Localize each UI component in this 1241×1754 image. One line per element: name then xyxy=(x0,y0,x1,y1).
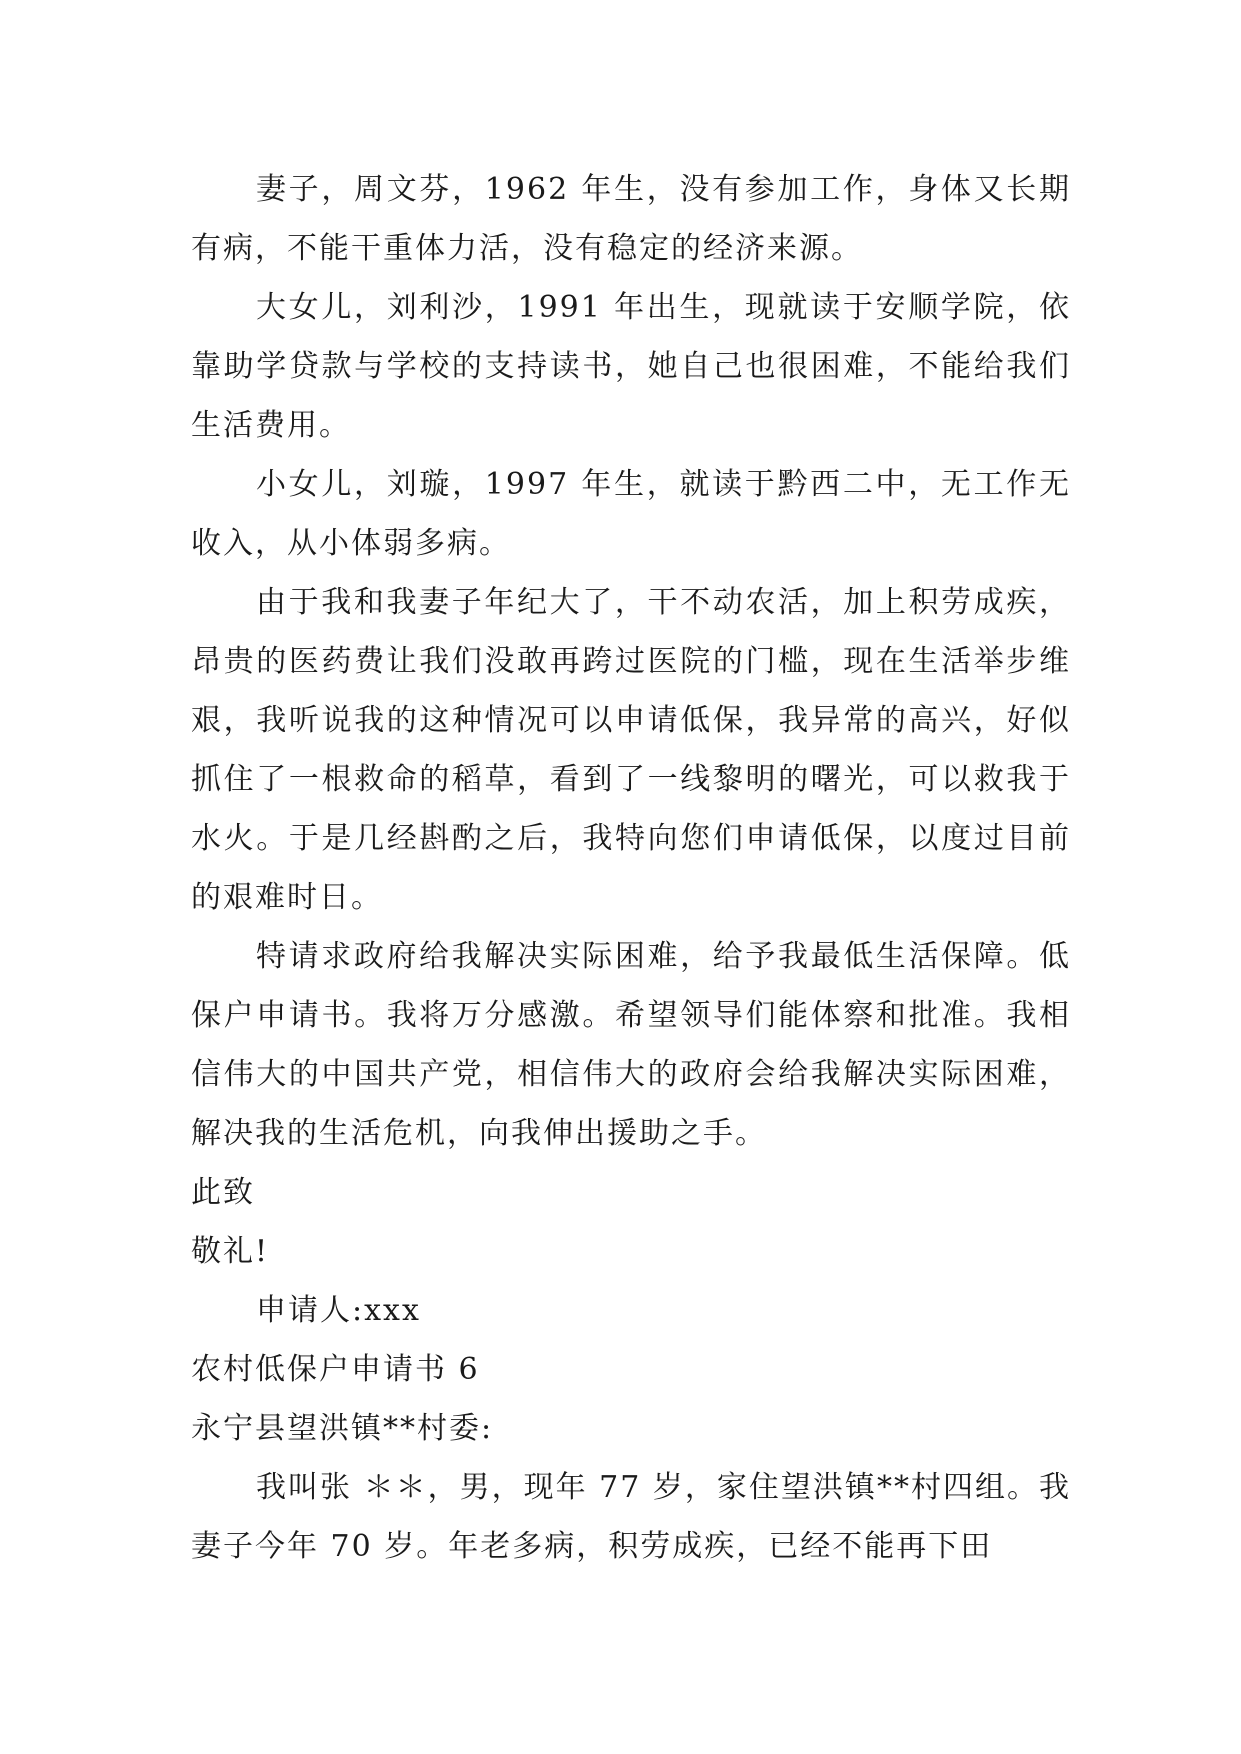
paragraph-wife: 妻子，周文芬，1962 年生，没有参加工作，身体又长期有病，不能干重体力活，没有稳定的经济来源。 xyxy=(191,172,1071,266)
paragraph-elder-daughter: 大女儿，刘利沙，1991 年出生，现就读于安顺学院，依靠助学贷款与学校的支持读书，她自己也很困难，不能给我们生活费用。 xyxy=(191,290,1071,443)
paragraph-request: 特请求政府给我解决实际困难，给予我最低生活保障。低保户申请书。我将万分感激。希望领导们能体察和批准。我相信伟大的中国共产党，相信伟大的政府会给我解决实际困难，解决我的生活危机，向我伸出援助之手。 xyxy=(191,939,1071,1151)
paragraph-intro: 我叫张 ＊＊，男，现年 77 岁，家住望洪镇**村四组。我妻子今年 70 岁。年老多病，积劳成疾，已经不能再下田 xyxy=(191,1470,1071,1564)
paragraph-hardship: 由于我和我妻子年纪大了，干不动农活，加上积劳成疾，昂贵的医药费让我们没敢再跨过医院的门槛，现在生活举步维艰，我听说我的这种情况可以申请低保，我异常的高兴，好似抓住了一根救命的稻草，看到了一线黎明的曙光，可以救我于水火。于是几经斟酌之后，我特向您们申请低保，以度过目前的艰难时日。 xyxy=(191,585,1071,915)
document-body xyxy=(191,160,1071,1576)
addressee: 永宁县望洪镇**村委: xyxy=(191,1411,494,1446)
section-title: 农村低保户申请书 6 xyxy=(191,1352,480,1387)
paragraph-younger-daughter: 小女儿，刘璇，1997 年生，就读于黔西二中，无工作无收入，从小体弱多病。 xyxy=(191,467,1071,561)
closing-salutation: 此致 xyxy=(191,1175,255,1210)
closing-regards: 敬礼! xyxy=(191,1234,270,1269)
applicant-signature: 申请人:xxx xyxy=(256,1293,421,1328)
